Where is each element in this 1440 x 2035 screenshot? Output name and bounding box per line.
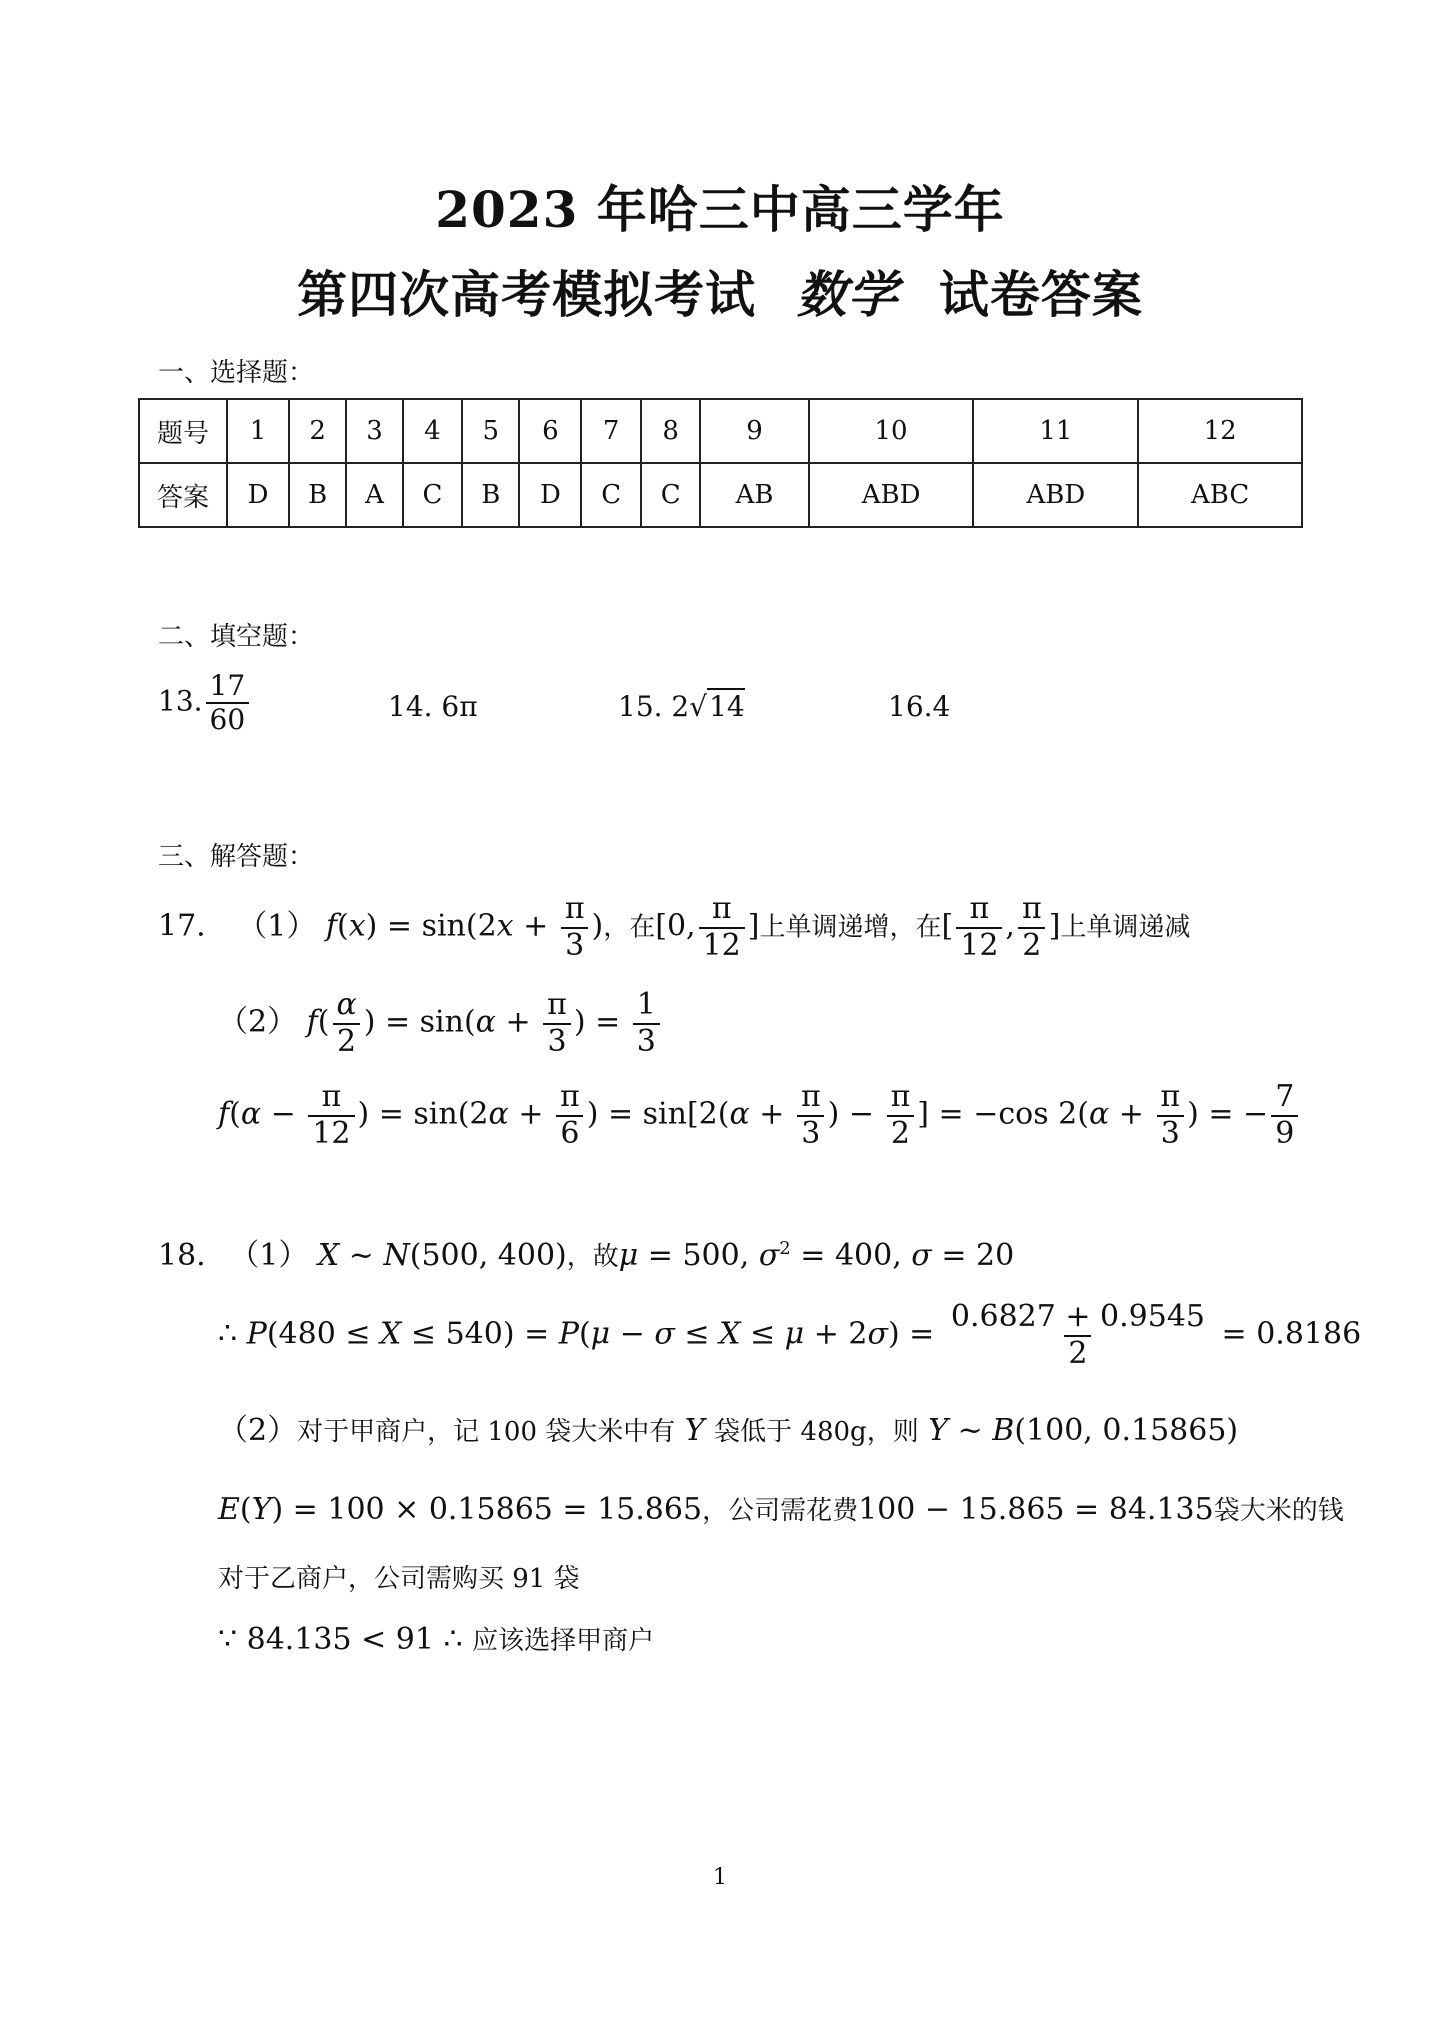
section-3-heading: 三、解答题： (158, 842, 315, 872)
q18-part2: （2）对于甲商户，记 100 袋大米中有 Y 袋低于 480g，则 Y ~ B(100, 0.15865) (218, 1413, 1239, 1448)
table-cell: ABC (1138, 463, 1302, 527)
fill-in-answers (158, 670, 1258, 770)
table-row-answers (139, 463, 1302, 527)
title-line-2 (0, 255, 1440, 327)
table-cell: D (519, 463, 581, 527)
q18-expectation: E(Y) = 100 × 0.15865 = 15.865，公司需花费100 − 15.865 = 84.135袋大米的钱 (218, 1492, 1344, 1527)
table-cell: C (581, 463, 640, 527)
table-cell: B (289, 463, 346, 527)
table-cell: 7 (581, 399, 640, 463)
table-row-label: 题号 (139, 399, 227, 463)
q17-part2-derivation: f(α − $\frac{\pi}{12}$ ) = sin(2α + $\frac{\pi}{6}$ ) = sin[2(α + $\frac{\pi}{3}$ ) − $\frac{\pi}{2}$ ] = −cos 2(α + $\frac{\pi}{3}$ ) = − $\frac{7}{9}$ (218, 1080, 1301, 1151)
table-cell: 12 (1138, 399, 1302, 463)
table-cell: B (462, 463, 519, 527)
title-line-2-prefix: 第四次高考模拟考试 (297, 265, 757, 324)
answer-16: 16.4 (888, 690, 951, 723)
section-2-heading: 二、填空题： (158, 622, 315, 652)
table-cell: A (346, 463, 402, 527)
table-cell: 9 (700, 399, 808, 463)
table-cell: 3 (346, 399, 402, 463)
q17-part2: （2） f( $\frac{\alpha}{2}$ ) = sin(α + $\frac{\pi}{3}$ ) = $\frac{1}{3}$ (218, 988, 663, 1059)
table-row-label: 答案 (139, 463, 227, 527)
table-row-numbers (139, 399, 1302, 463)
table-cell: 10 (809, 399, 974, 463)
table-cell: 1 (227, 399, 289, 463)
page-number: 1 (713, 1865, 727, 1890)
table-cell: 4 (403, 399, 462, 463)
section-1-heading: 一、选择题： (158, 358, 315, 388)
answer-table (138, 398, 1303, 528)
table-cell: 5 (462, 399, 519, 463)
table-cell: AB (700, 463, 808, 527)
q18-probability: ∴ P(480 ≤ X ≤ 540) = P(μ − σ ≤ X ≤ μ + 2σ) = $\frac{0.6827 + 0.9545}{2}$ = 0.8186 (218, 1299, 1362, 1371)
table-cell: C (641, 463, 700, 527)
table-cell: ABD (973, 463, 1138, 527)
title-subject: 数学 (796, 265, 899, 324)
table-cell: 11 (973, 399, 1138, 463)
answer-14: 14. 6π (388, 690, 478, 723)
title-line-1: 2023 年哈三中高三学年 (435, 180, 1005, 239)
title-line-2-suffix: 试卷答案 (938, 265, 1143, 324)
table-cell: 6 (519, 399, 581, 463)
q17-part1: 17. （1） f(x) = sin(2x + $\frac{\pi}{3}$ )，在[0, $\frac{\pi}{12}$ ]上单调递增，在[ $\frac{\pi}{12}$ , $\frac{\pi}{2}$ ]上单调递减 (158, 891, 1191, 963)
table-cell: D (227, 463, 289, 527)
table-cell: 8 (641, 399, 700, 463)
answer-13: 13. $\frac{17}{60}$ (158, 670, 252, 736)
table-cell: C (403, 463, 462, 527)
q18-merchant-b: 对于乙商户，公司需购买 91 袋 (218, 1564, 580, 1594)
table-cell: ABD (809, 463, 974, 527)
q18-conclusion: ∵ 84.135 < 91 ∴ 应该选择甲商户 (218, 1622, 655, 1657)
q18-part1: 18. （1） X ~ N(500, 400)，故μ = 500, $\sigma^2 = 400$, σ = 20 (158, 1238, 1015, 1273)
table-cell: 2 (289, 399, 346, 463)
answer-15: 15. 2√14 (618, 690, 745, 723)
